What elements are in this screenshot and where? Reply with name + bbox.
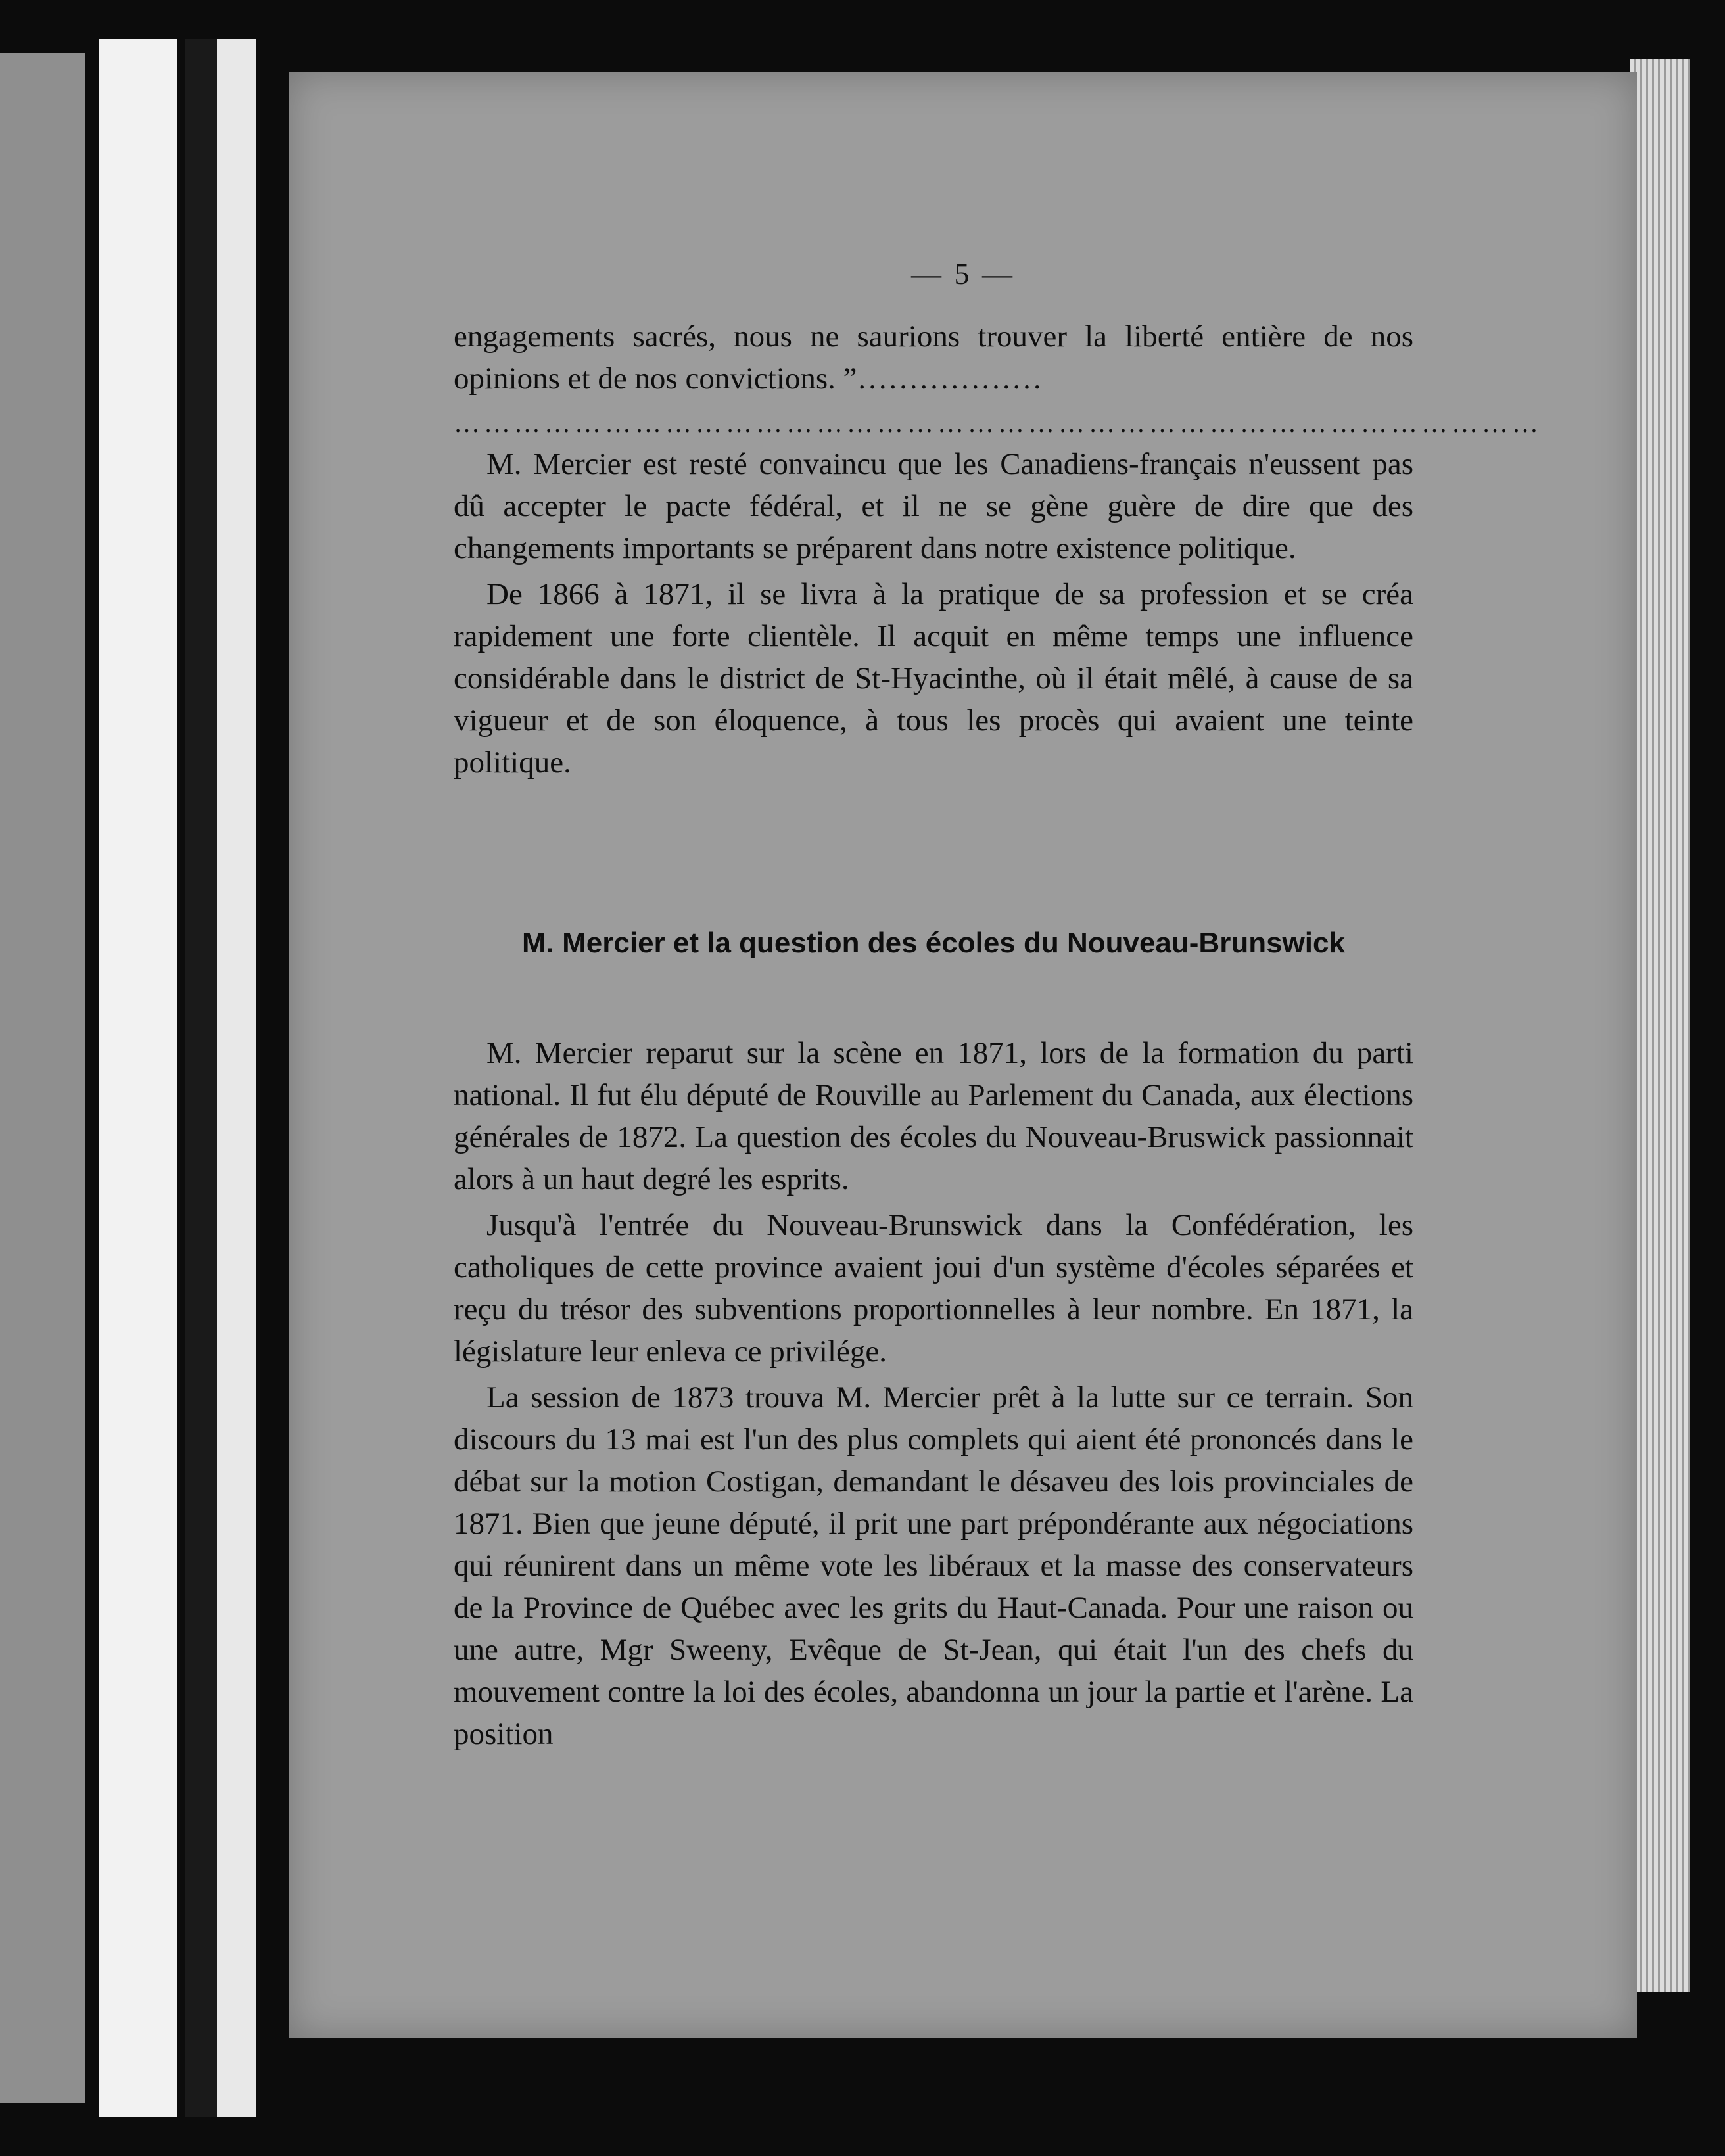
paragraph: M. Mercier est resté convaincu que les Canadiens-français n'eussent pas dû accepter le pacte fédéral, et il ne se gène guère de dire que des changements importants se préparent dans notre existence politique. [454,447,1413,565]
dotted-separator: ……………………………………………………………………………………………… [454,408,1542,438]
document-page [289,72,1637,2038]
section-heading: M. Mercier et la question des écoles du Nouveau-Brunswick [522,927,1345,959]
continuation-text: engagements sacrés, nous ne saurions trouver la liberté entière de nos opinions et de nos convictions. ”……………… [454,319,1413,396]
binding-fold [99,39,177,2117]
text-block-top [454,316,1542,787]
binding-fold-inner [217,39,256,2117]
page-stack-edges [1630,59,1690,1992]
page-number: — 5 — [911,257,1015,291]
text-block-bottom [454,1032,1413,1759]
paragraph: Jusqu'à l'entrée du Nouveau-Brunswick dans la Confédération, les catholiques de cette province avaient joui d'un système d'écoles séparées et reçu du trésor des subventions proportionnelles à leur nombre. En 1871, la législature leur enleva ce privilége. [454,1208,1413,1369]
binding-gutter [185,39,217,2117]
paragraph: La session de 1873 trouva M. Mercier prêt à la lutte sur ce terrain. Son discours du 13 mai est l'un des plus complets qui aient été prononcés dans le débat sur la motion Costigan, demandant le désaveu des lois provinciales de 1871. Bien que jeune député, il prit une part prépondérante aux négociations qui réunirent dans un même vote les libéraux et la masse des conservateurs de la Province de Québec avec les grits du Haut-Canada. Pour une raison ou une autre, Mgr Sweeny, Evêque de St-Jean, qui était l'un des chefs du mouvement contre la loi des écoles, abandonna un jour la partie et l'arène. La position [454,1380,1413,1751]
previous-page-edge [0,53,85,2103]
paragraph: M. Mercier reparut sur la scène en 1871, lors de la formation du parti national. Il fut élu député de Rouville au Parlement du Canada, aux élections générales de 1872. La question des écoles du Nouveau-Bruswick passionnait alors à un haut degré les esprits. [454,1036,1413,1196]
paragraph: De 1866 à 1871, il se livra à la pratique de sa profession et se créa rapidement une forte clientèle. Il acquit en même temps une influence considérable dans le district de St-Hyacinthe, où il était mêlé, à cause de sa vigueur et de son éloquence, à tous les procès qui avaient une teinte politique. [454,577,1413,780]
